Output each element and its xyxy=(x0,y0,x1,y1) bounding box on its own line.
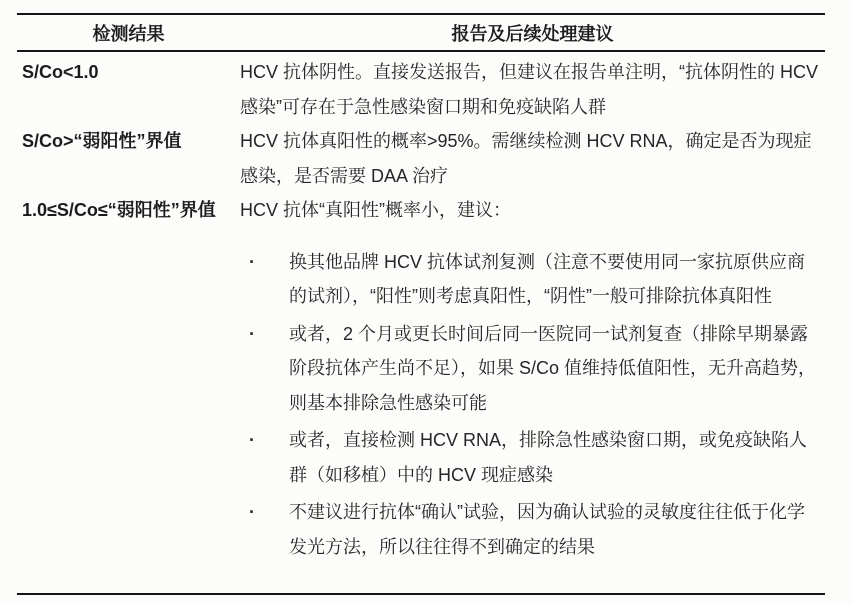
result-cell: 1.0≤S/Co≤“弱阳性”界值 xyxy=(22,200,216,220)
bullet-text: 或者，2 个月或更长时间后同一医院同一试剂复查（排除早期暴露阶段抗体产生尚不足），如果 S/Co 值维持低值阳性，无升高趋势，则基本排除急性感染可能 xyxy=(289,323,817,413)
result-cell: S/Co<1.0 xyxy=(22,62,99,82)
advice-cell xyxy=(240,193,825,567)
list-item xyxy=(240,317,821,421)
bullet-text: 不建议进行抗体“确认”试验，因为确认试验的灵敏度往往低于化学发光方法，所以往往得不到确定的结果 xyxy=(289,502,805,557)
advice-cell: HCV 抗体真阳性的概率>95%。需继续检测 HCV RNA，确定是否为现症感染，是否需要 DAA 治疗 xyxy=(240,131,812,186)
bullet-icon: · xyxy=(249,502,255,522)
table-row xyxy=(17,124,825,193)
list-item xyxy=(240,495,821,564)
list-item xyxy=(240,245,821,314)
advice-bullet-list xyxy=(240,245,821,565)
bullet-icon: · xyxy=(249,323,255,344)
bullet-text: 换其他品牌 HCV 抗体试剂复测（注意不要使用同一家抗原供应商的试剂），“阳性”则考虑真阳性，“阴性”一般可排除抗体真阳性 xyxy=(289,251,806,306)
table-row xyxy=(17,55,825,124)
column-header-report-advice: 报告及后续处理建议 xyxy=(451,23,614,44)
bullet-icon: · xyxy=(249,430,255,450)
hcv-result-table xyxy=(17,13,825,595)
result-cell: S/Co>“弱阳性”界值 xyxy=(22,131,182,151)
advice-cell: HCV 抗体阴性。直接发送报告，但建议在报告单注明，“抗体阴性的 HCV 感染”可存在于急性感染窗口期和免疫缺陷人群 xyxy=(240,62,819,117)
table-body xyxy=(17,52,825,567)
list-item xyxy=(240,423,821,492)
table-row xyxy=(17,193,825,567)
table-header-row xyxy=(17,15,825,52)
column-header-test-result: 检测结果 xyxy=(92,23,165,44)
advice-intro: HCV 抗体“真阳性”概率小，建议： xyxy=(240,200,511,220)
bullet-text: 或者，直接检测 HCV RNA，排除急性感染窗口期，或免疫缺陷人群（如移植）中的 HCV 现症感染 xyxy=(289,430,808,485)
bullet-icon: · xyxy=(249,251,255,272)
